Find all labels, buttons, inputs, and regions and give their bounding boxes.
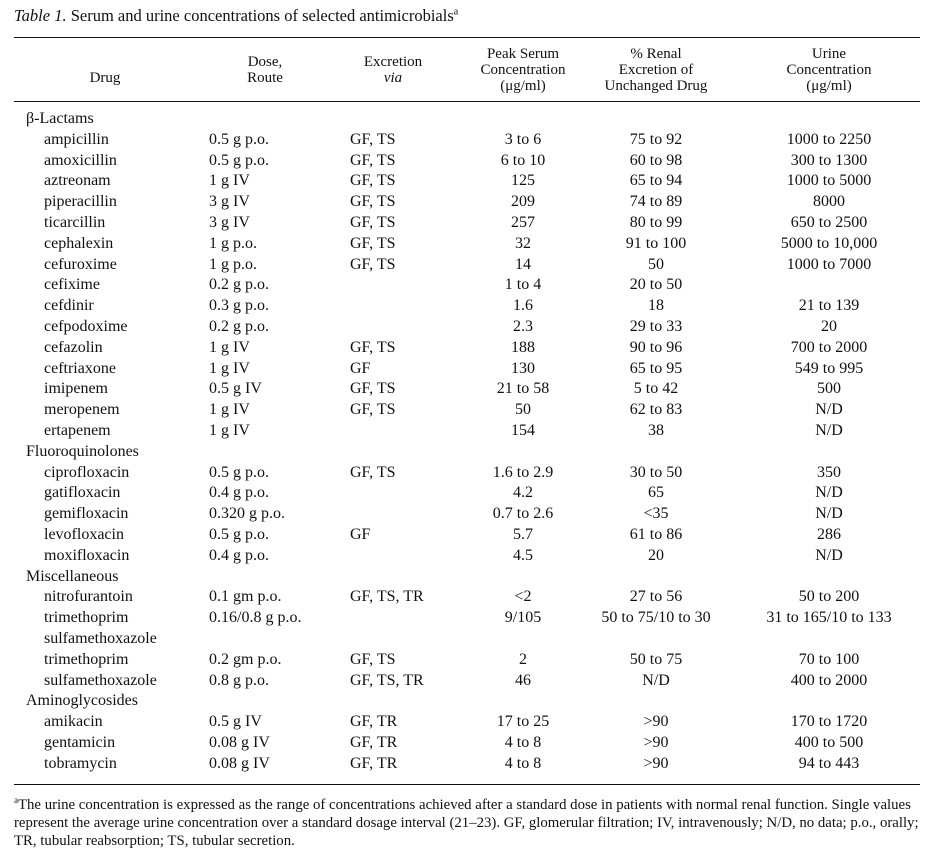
- peak-serum-cell: 4 to 8: [504, 733, 542, 751]
- table-row: [0, 587, 936, 608]
- header-peak-line: (μg/ml): [500, 78, 546, 94]
- renal-excretion-cell: 18: [648, 297, 664, 315]
- peak-serum-cell: 1.6 to 2.9: [492, 463, 554, 481]
- renal-excretion-cell: 62 to 83: [629, 401, 683, 419]
- table-caption: [14, 6, 458, 26]
- dose-cell: 0.08 g IV: [209, 754, 270, 772]
- dose-cell: 0.16/0.8 g p.o.: [209, 609, 302, 627]
- renal-excretion-cell: 74 to 89: [629, 193, 683, 211]
- urine-concentration-cell: N/D: [815, 484, 843, 502]
- renal-excretion-cell: >90: [643, 754, 669, 772]
- urine-concentration-cell: 170 to 1720: [790, 713, 868, 731]
- renal-excretion-cell: 65 to 95: [629, 359, 683, 377]
- table-row: [0, 525, 936, 546]
- footnote-marker: a: [14, 795, 18, 806]
- header-urine-line: (μg/ml): [806, 78, 852, 94]
- urine-concentration-cell: N/D: [815, 421, 843, 439]
- peak-serum-cell: 46: [515, 671, 531, 689]
- dose-cell: 0.320 g p.o.: [209, 505, 285, 523]
- peak-serum-cell: 14: [515, 255, 531, 273]
- header-dose-line: Dose,: [247, 54, 283, 70]
- urine-concentration-cell: 700 to 2000: [790, 338, 868, 356]
- drug-cell: trimethoprim: [44, 609, 129, 627]
- dose-cell: 0.5 g p.o.: [209, 525, 269, 543]
- header-excretion-line: via: [383, 70, 403, 86]
- urine-concentration-cell: 549 to 995: [794, 359, 864, 377]
- dose-cell: 0.1 gm p.o.: [209, 588, 282, 606]
- dose-cell: 0.4 g p.o.: [209, 484, 269, 502]
- group-header-row: [0, 442, 936, 463]
- table-row: [0, 712, 936, 733]
- dose-cell: 0.8 g p.o.: [209, 671, 269, 689]
- renal-excretion-cell: 75 to 92: [629, 130, 683, 148]
- urine-concentration-cell: 21 to 139: [798, 297, 860, 315]
- peak-serum-cell: 188: [511, 338, 535, 356]
- peak-serum-cell: 1 to 4: [504, 276, 542, 294]
- header-dose-line: Route: [247, 70, 283, 86]
- excretion-cell: GF, TS: [350, 213, 396, 231]
- peak-serum-cell: 2.3: [513, 317, 533, 335]
- drug-cell: levofloxacin: [44, 525, 124, 543]
- renal-excretion-cell: >90: [643, 733, 669, 751]
- excretion-cell: GF, TS, TR: [350, 588, 424, 606]
- table-row: [0, 275, 936, 296]
- urine-concentration-cell: 400 to 500: [794, 733, 864, 751]
- drug-cell: cephalexin: [44, 234, 114, 252]
- top-rule: [14, 37, 920, 38]
- excretion-cell: GF, TS: [350, 130, 396, 148]
- header-peak-line: Peak Serum: [486, 46, 560, 62]
- renal-excretion-cell: N/D: [642, 671, 670, 689]
- drug-cell: ertapenem: [44, 421, 111, 439]
- peak-serum-cell: 1.6: [513, 297, 533, 315]
- group-label: β-Lactams: [26, 110, 94, 127]
- dose-cell: 0.5 g p.o.: [209, 130, 269, 148]
- header-renal-excretion: [586, 46, 726, 94]
- table-row: [0, 317, 936, 338]
- dose-cell: 1 g IV: [209, 421, 250, 439]
- excretion-cell: GF: [350, 525, 371, 543]
- renal-excretion-cell: 80 to 99: [629, 213, 683, 231]
- table-row: [0, 296, 936, 317]
- drug-cell: tobramycin: [44, 754, 117, 772]
- table-row: [0, 130, 936, 151]
- urine-concentration-cell: 500: [817, 380, 841, 398]
- excretion-cell: GF, TS: [350, 650, 396, 668]
- renal-excretion-cell: 5 to 42: [633, 380, 679, 398]
- urine-concentration-cell: N/D: [815, 505, 843, 523]
- drug-cell: cefixime: [44, 276, 100, 294]
- drug-cell: imipenem: [44, 380, 108, 398]
- header-peak-serum: [455, 46, 591, 94]
- table-row: [0, 192, 936, 213]
- drug-cell: trimethoprim: [44, 650, 129, 668]
- excretion-cell: GF, TS: [350, 338, 396, 356]
- dose-cell: 3 g IV: [209, 213, 250, 231]
- peak-serum-cell: 209: [511, 193, 535, 211]
- header-excretion: [345, 54, 441, 86]
- excretion-cell: GF, TS, TR: [350, 671, 424, 689]
- drug-cell: cefpodoxime: [44, 317, 128, 335]
- dose-cell: 0.5 g p.o.: [209, 463, 269, 481]
- table-row: [0, 213, 936, 234]
- dose-cell: 0.2 gm p.o.: [209, 650, 282, 668]
- table-row: [0, 151, 936, 172]
- excretion-cell: GF, TS: [350, 193, 396, 211]
- table-row: [0, 421, 936, 442]
- table-footnote: [14, 796, 924, 850]
- dose-cell: 0.2 g p.o.: [209, 276, 269, 294]
- peak-serum-cell: 6 to 10: [500, 151, 546, 169]
- group-label: Fluoroquinolones: [26, 442, 139, 460]
- excretion-cell: GF, TR: [350, 754, 398, 772]
- urine-concentration-cell: 350: [817, 463, 841, 481]
- renal-excretion-cell: >90: [643, 713, 669, 731]
- header-dose: [210, 54, 320, 86]
- drug-cell: gatifloxacin: [44, 484, 121, 502]
- drug-cell: nitrofurantoin: [44, 588, 133, 606]
- urine-concentration-cell: 50 to 200: [798, 588, 860, 606]
- table-row: [0, 171, 936, 192]
- table-row: [0, 608, 936, 629]
- renal-excretion-cell: 50: [648, 255, 664, 273]
- peak-serum-cell: 154: [511, 421, 535, 439]
- urine-concentration-cell: 31 to 165/10 to 133: [766, 609, 892, 627]
- peak-serum-cell: 130: [511, 359, 535, 377]
- drug-cell: piperacillin: [44, 193, 117, 211]
- group-header-row: [0, 567, 936, 588]
- table-row: [0, 255, 936, 276]
- drug-cell: amikacin: [44, 713, 103, 731]
- renal-excretion-cell: <35: [643, 505, 669, 523]
- dose-cell: 1 g IV: [209, 172, 250, 190]
- table-row: [0, 546, 936, 567]
- renal-excretion-cell: 90 to 96: [629, 338, 683, 356]
- peak-serum-cell: 4 to 8: [504, 754, 542, 772]
- header-urine-line: Concentration: [786, 62, 872, 78]
- table-row: [0, 463, 936, 484]
- table-body: [0, 109, 936, 775]
- peak-serum-cell: 2: [519, 650, 527, 668]
- header-renal-line: Unchanged Drug: [604, 78, 708, 94]
- header-renal-line: % Renal: [630, 46, 682, 62]
- group-header-row: [0, 691, 936, 712]
- dose-cell: 1 g p.o.: [209, 234, 257, 252]
- urine-concentration-cell: 286: [817, 525, 841, 543]
- table-row: [0, 733, 936, 754]
- peak-serum-cell: 125: [511, 172, 535, 190]
- renal-excretion-cell: 91 to 100: [625, 234, 687, 252]
- peak-serum-cell: 5.7: [513, 525, 533, 543]
- urine-concentration-cell: 1000 to 5000: [786, 172, 872, 190]
- urine-concentration-cell: 5000 to 10,000: [780, 234, 878, 252]
- dose-cell: 1 g p.o.: [209, 255, 257, 273]
- table-row: [0, 400, 936, 421]
- dose-cell: 1 g IV: [209, 338, 250, 356]
- excretion-cell: GF, TR: [350, 733, 398, 751]
- peak-serum-cell: 3 to 6: [504, 130, 542, 148]
- drug-cell: gemifloxacin: [44, 505, 129, 523]
- excretion-cell: GF, TS: [350, 401, 396, 419]
- renal-excretion-cell: 50 to 75: [629, 650, 683, 668]
- renal-excretion-cell: 20: [648, 546, 664, 564]
- group-header-row: [0, 109, 936, 130]
- caption-footnote-marker: a: [453, 6, 459, 18]
- urine-concentration-cell: 400 to 2000: [790, 671, 868, 689]
- header-drug-line: Drug: [89, 70, 121, 86]
- drug-cell: moxifloxacin: [44, 546, 130, 564]
- table-row: [0, 504, 936, 525]
- renal-excretion-cell: 60 to 98: [629, 151, 683, 169]
- table-row: [0, 359, 936, 380]
- peak-serum-cell: 17 to 25: [496, 713, 550, 731]
- footnote-text: The urine concentration is expressed as the range of concentrations achieved after a standard dose in patients with normal renal function. Single values represent the average urine concentration over a standard dosage interval (21–23). GF, glomerular filtration; IV, intravenously; N/D, no data; p.o., orally; TR, tubular reabsorption; TS, tubular secretion.: [14, 797, 919, 849]
- dose-cell: 0.3 g p.o.: [209, 297, 269, 315]
- header-excretion-line: Excretion: [363, 54, 423, 70]
- dose-cell: 1 g IV: [209, 359, 250, 377]
- header-peak-line: Concentration: [480, 62, 566, 78]
- drug-cell: aztreonam: [44, 172, 111, 190]
- drug-cell: ciprofloxacin: [44, 463, 130, 481]
- table-row: [0, 338, 936, 359]
- peak-serum-cell: 257: [511, 213, 535, 231]
- urine-concentration-cell: 70 to 100: [798, 650, 860, 668]
- urine-concentration-cell: 1000 to 2250: [786, 130, 872, 148]
- peak-serum-cell: 4.2: [513, 484, 533, 502]
- table-title: Serum and urine concentrations of selected antimicrobials: [70, 6, 454, 25]
- drug-cell: ticarcillin: [44, 213, 106, 231]
- urine-concentration-cell: N/D: [815, 401, 843, 419]
- renal-excretion-cell: 20 to 50: [629, 276, 683, 294]
- table-label: Table 1.: [14, 6, 67, 25]
- excretion-cell: GF, TS: [350, 234, 396, 252]
- renal-excretion-cell: 65 to 94: [629, 172, 683, 190]
- renal-excretion-cell: 65: [648, 484, 664, 502]
- dose-cell: 0.5 g p.o.: [209, 151, 269, 169]
- bottom-rule: [14, 784, 920, 785]
- table-row: [0, 234, 936, 255]
- renal-excretion-cell: 61 to 86: [629, 525, 683, 543]
- header-urine-line: Urine: [811, 46, 847, 62]
- urine-concentration-cell: 1000 to 7000: [786, 255, 872, 273]
- drug-cell: gentamicin: [44, 733, 116, 751]
- excretion-cell: GF, TS: [350, 380, 396, 398]
- drug-cell: ceftriaxone: [44, 359, 116, 377]
- table-row: [0, 483, 936, 504]
- drug-cell: amoxicillin: [44, 151, 117, 169]
- table-row: [0, 629, 936, 650]
- header-drug: [60, 70, 150, 86]
- dose-cell: 1 g IV: [209, 401, 250, 419]
- excretion-cell: GF, TR: [350, 713, 398, 731]
- dose-cell: 0.2 g p.o.: [209, 317, 269, 335]
- renal-excretion-cell: 27 to 56: [629, 588, 683, 606]
- table-row: [0, 379, 936, 400]
- renal-excretion-cell: 38: [648, 421, 664, 439]
- renal-excretion-cell: 50 to 75/10 to 30: [601, 609, 711, 627]
- excretion-cell: GF, TS: [350, 463, 396, 481]
- excretion-cell: GF: [350, 359, 371, 377]
- urine-concentration-cell: 20: [821, 317, 837, 335]
- peak-serum-cell: 9/105: [504, 609, 542, 627]
- urine-concentration-cell: 94 to 443: [798, 754, 860, 772]
- dose-cell: 0.5 g IV: [209, 380, 262, 398]
- renal-excretion-cell: 29 to 33: [629, 317, 683, 335]
- drug-cell: sulfamethoxazole: [44, 671, 157, 689]
- header-renal-line: Excretion of: [618, 62, 694, 78]
- urine-concentration-cell: 650 to 2500: [790, 213, 868, 231]
- peak-serum-cell: 4.5: [513, 546, 533, 564]
- drug-cell: cefazolin: [44, 338, 103, 356]
- table-row: [0, 754, 936, 775]
- excretion-cell: GF, TS: [350, 255, 396, 273]
- group-label: Aminoglycosides: [26, 692, 138, 710]
- peak-serum-cell: 50: [515, 401, 531, 419]
- drug-cell: cefdinir: [44, 297, 94, 315]
- urine-concentration-cell: 300 to 1300: [790, 151, 868, 169]
- drug-cell: ampicillin: [44, 130, 109, 148]
- header-urine-concentration: [741, 46, 917, 94]
- dose-cell: 0.5 g IV: [209, 713, 262, 731]
- dose-cell: 0.08 g IV: [209, 733, 270, 751]
- drug-cell: sulfamethoxazole: [44, 629, 157, 647]
- renal-excretion-cell: 30 to 50: [629, 463, 683, 481]
- excretion-cell: GF, TS: [350, 151, 396, 169]
- urine-concentration-cell: N/D: [815, 546, 843, 564]
- urine-concentration-cell: 8000: [813, 193, 845, 211]
- group-label: Miscellaneous: [26, 567, 119, 585]
- dose-cell: 3 g IV: [209, 193, 250, 211]
- drug-cell: meropenem: [44, 401, 120, 419]
- table-row: [0, 671, 936, 692]
- drug-cell: cefuroxime: [44, 255, 117, 273]
- header-rule: [14, 101, 920, 102]
- peak-serum-cell: 32: [515, 234, 531, 252]
- table-row: [0, 650, 936, 671]
- peak-serum-cell: 21 to 58: [496, 380, 550, 398]
- peak-serum-cell: <2: [514, 588, 532, 606]
- peak-serum-cell: 0.7 to 2.6: [492, 505, 554, 523]
- excretion-cell: GF, TS: [350, 172, 396, 190]
- dose-cell: 0.4 g p.o.: [209, 546, 269, 564]
